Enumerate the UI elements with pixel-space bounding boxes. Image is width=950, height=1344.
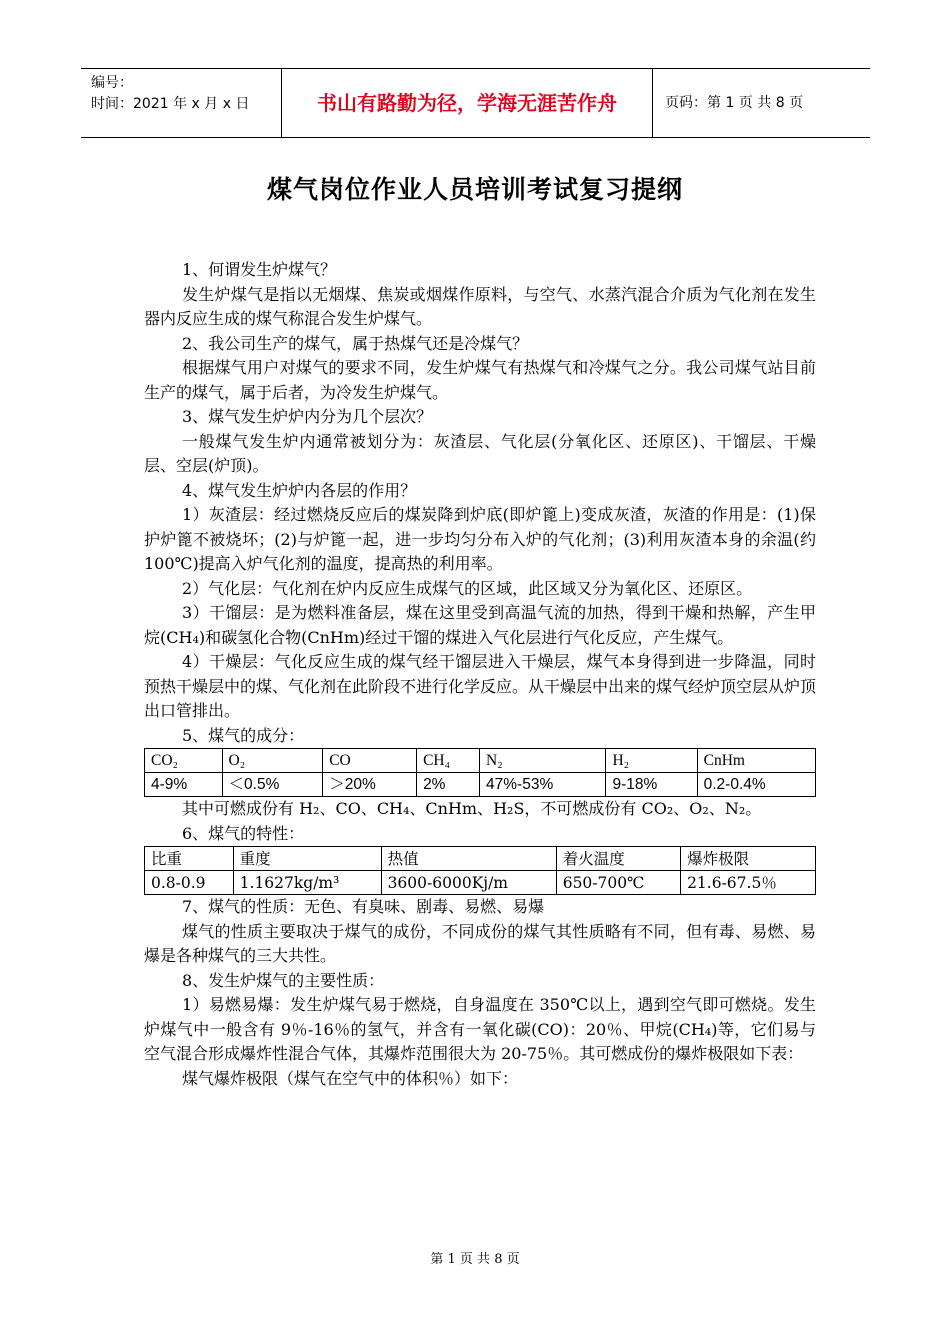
paragraph: 根据煤气用户对煤气的要求不同，发生炉煤气有热煤气和冷煤气之分。我公司煤气站目前生产的煤气，属于后者，为冷发生炉煤气。 bbox=[144, 358, 816, 402]
paragraph: 1）灰渣层：经过燃烧反应后的煤炭降到炉底(即炉篦上)变成灰渣，灰渣的作用是：(1)保护炉篦不被烧坏；(2)与炉篦一起，进一步均匀分布入炉的气化剂；(3)利用灰渣本身的余温(约 100℃)提高入炉气化剂的温度，提高热的利用率。 bbox=[144, 505, 816, 573]
paragraph: 4）干燥层：气化反应生成的煤气经干馏层进入干燥层，煤气本身得到进一步降温，同时预热干燥层中的煤、气化剂在此阶段不进行化学反应。从干燥层中出来的煤气经炉顶空层从炉顶出口管排出。 bbox=[144, 652, 817, 720]
page-header bbox=[81, 68, 870, 138]
code-label: 编号： bbox=[91, 75, 133, 91]
section-intro bbox=[144, 258, 816, 748]
table-cell: CH₄ bbox=[417, 749, 480, 773]
document-title: 煤气岗位作业人员培训考试复习提纲 bbox=[266, 175, 683, 204]
paragraph: 7、煤气的性质：无色、有臭味、剧毒、易燃、易爆 bbox=[182, 897, 545, 916]
paragraph: 1、何谓发生炉煤气？ bbox=[182, 260, 337, 279]
table-cell: 比重 bbox=[145, 847, 234, 871]
page-info: 页码：第 1 页 共 8 页 bbox=[665, 95, 804, 111]
table-row bbox=[145, 871, 816, 895]
table-cell: 21.6-67.5％ bbox=[681, 871, 816, 895]
paragraph: 煤气爆炸极限（煤气在空气中的体积％）如下： bbox=[182, 1068, 519, 1088]
paragraph: 发生炉煤气是指以无烟煤、焦炭或烟煤作原料，与空气、水蒸汽混合介质为气化剂在发生器内反应生成的煤气称混合发生炉煤气。 bbox=[144, 284, 816, 328]
paragraph: 其中可燃成份有 H₂、CO、CH₄、CnHm、H₂S，不可燃成份有 CO₂、O₂、N₂。 bbox=[182, 799, 762, 818]
table-cell: 2% bbox=[417, 773, 480, 797]
time-label: 时间：2021 年 x 月 x 日 bbox=[91, 96, 250, 112]
section-properties bbox=[144, 797, 816, 846]
property-table bbox=[144, 846, 816, 895]
table-cell: N₂ bbox=[480, 749, 606, 773]
table-cell: 0.8-0.9 bbox=[145, 871, 234, 895]
paragraph: 5、煤气的成分： bbox=[182, 725, 305, 745]
table-cell: 重度 bbox=[233, 847, 381, 871]
paragraph: 2、我公司生产的煤气，属于热煤气还是冷煤气？ bbox=[182, 333, 529, 353]
table-cell: 47%-53% bbox=[480, 773, 606, 797]
section-characteristics bbox=[144, 895, 816, 1091]
table-cell: ＞20% bbox=[323, 773, 417, 797]
table-row bbox=[145, 773, 816, 797]
table-cell: 3600-6000Kj/m bbox=[381, 871, 556, 895]
table-cell: 0.2-0.4% bbox=[697, 773, 815, 797]
table-header-row bbox=[145, 749, 816, 773]
table-header-row bbox=[145, 847, 816, 871]
table-cell: CnHm bbox=[697, 749, 815, 773]
table-cell: ＜0.5% bbox=[222, 773, 323, 797]
paragraph: 3、煤气发生炉炉内分为几个层次？ bbox=[182, 407, 433, 426]
table-cell: 9-18% bbox=[606, 773, 697, 797]
paragraph: 煤气的性质主要取决于煤气的成份，不同成份的煤气其性质略有不同，但有毒、易燃、易爆是各种煤气的三大共性。 bbox=[144, 921, 816, 965]
paragraph: 一般煤气发生炉内通常被划分为：灰渣层、气化层(分氧化区、还原区)、干馏层、干燥层、空层(炉顶)。 bbox=[144, 431, 816, 475]
paragraph: 6、煤气的特性： bbox=[182, 823, 305, 843]
table-cell: 爆炸极限 bbox=[681, 847, 816, 871]
motto: 书山有路勤为径，学海无涯苦作舟 bbox=[282, 69, 653, 137]
table-cell: 热值 bbox=[381, 847, 556, 871]
header-meta-cell bbox=[81, 69, 282, 137]
paragraph: 4、煤气发生炉炉内各层的作用？ bbox=[182, 480, 417, 500]
table-cell: 650-700℃ bbox=[556, 871, 680, 895]
table-cell: CO bbox=[323, 749, 417, 773]
table-cell: CO₂ bbox=[145, 749, 223, 773]
document-body bbox=[144, 258, 816, 1091]
table-cell: O₂ bbox=[222, 749, 323, 773]
paragraph: 3）干馏层：是为燃料准备层，煤在这里受到高温气流的加热，得到干燥和热解，产生甲烷(CH₄)和碳氢化合物(CnHm)经过干馏的煤进入气化层进行气化反应，产生煤气。 bbox=[144, 603, 816, 647]
table-cell: 着火温度 bbox=[556, 847, 680, 871]
table-cell: 4-9% bbox=[145, 773, 223, 797]
table-cell: H₂ bbox=[606, 749, 697, 773]
paragraph: 1）易燃易爆：发生炉煤气易于燃烧，自身温度在 350℃以上，遇到空气即可燃烧。发生炉煤气中一般含有 9％-16％的氢气，并含有一氧化碳(CO)：20％、甲烷(CH₄)等，它们易与空气混合形成爆炸性混合气体，其爆炸范围很大为 20-75％。其可燃成份的爆炸极限如下表： bbox=[144, 995, 816, 1063]
paragraph: 2）气化层：气化剂在炉内反应生成煤气的区域，此区域又分为氧化区、还原区。 bbox=[182, 578, 753, 598]
table-cell: 1.1627kg/m³ bbox=[233, 871, 381, 895]
page-footer: 第 1 页 共 8 页 bbox=[430, 1252, 520, 1267]
paragraph: 8、发生炉煤气的主要性质： bbox=[182, 970, 385, 990]
composition-table bbox=[144, 748, 816, 797]
